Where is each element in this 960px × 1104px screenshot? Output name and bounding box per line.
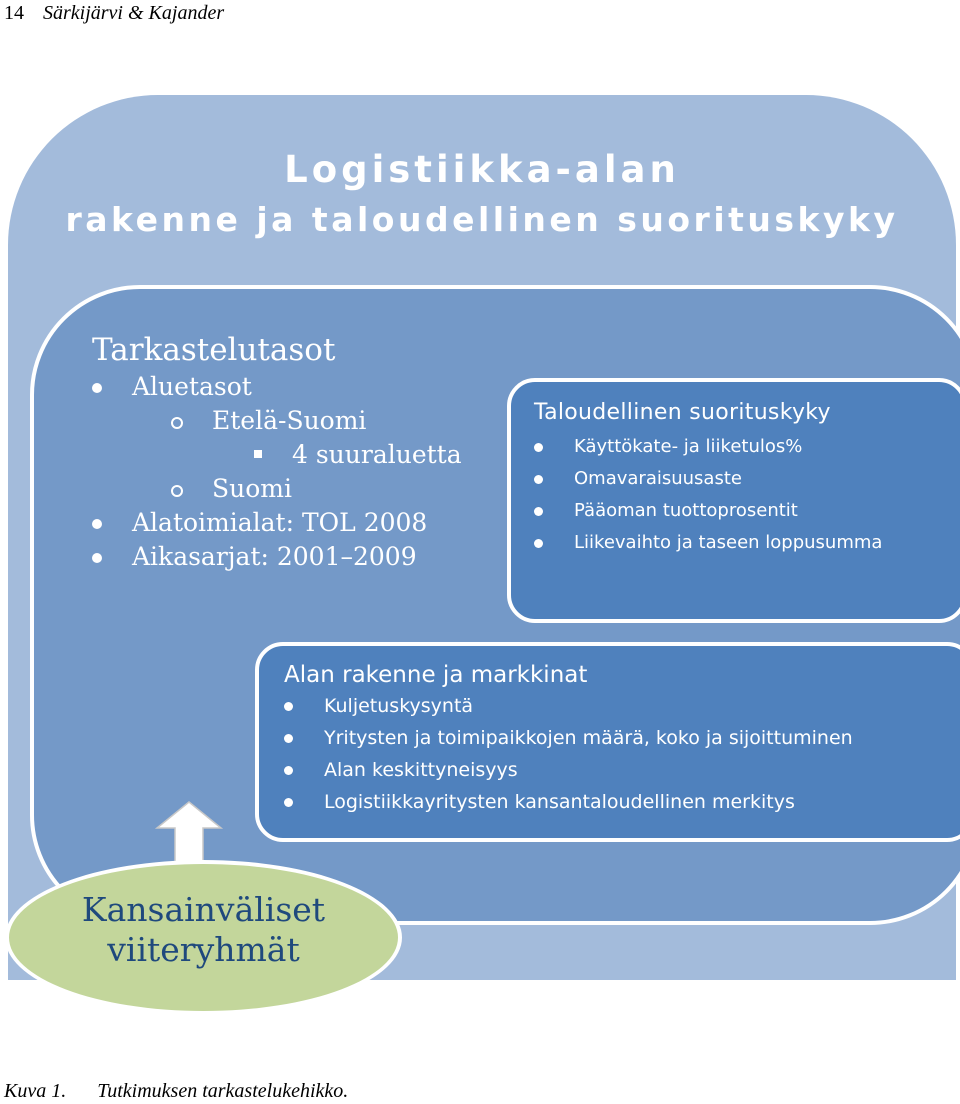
alan-rakenne-block [284, 662, 853, 818]
list-item: Omavaraisuusaste [534, 463, 882, 495]
bullet-icon [534, 539, 543, 548]
bullet-icon [92, 553, 102, 563]
square-bullet-icon [254, 450, 262, 458]
list-item: Käyttökate- ja liiketulos% [534, 431, 882, 463]
tarkastelutasot-heading: Tarkastelutasot [92, 332, 336, 368]
bullet-icon [284, 702, 293, 711]
list-item: Kuljetuskysyntä [284, 690, 853, 722]
bullet-icon [284, 734, 293, 743]
list-item: Pääoman tuottoprosentit [534, 495, 882, 527]
circle-bullet-icon [171, 417, 183, 429]
page-number: 14 [4, 2, 24, 24]
list-item: Liikevaihto ja taseen loppusumma [534, 527, 882, 559]
taloudellinen-heading: Taloudellinen suorituskyky [534, 400, 831, 425]
bullet-icon [534, 443, 543, 452]
viiteryhmat-label: Kansainväliset viiteryhmät [81, 890, 326, 969]
taloudellinen-list [534, 431, 882, 559]
bullet-icon [284, 798, 293, 807]
list-item: Suomi [92, 472, 462, 506]
bullet-icon [92, 383, 102, 393]
caption-text: Tutkimuksen tarkastelukehikko. [97, 1080, 349, 1102]
bullet-icon [534, 475, 543, 484]
list-item: Etelä-Suomi [92, 404, 462, 438]
list-item: Aluetasot [92, 370, 462, 404]
tarkastelutasot-block [92, 332, 462, 574]
list-item: Yritysten ja toimipaikkojen määrä, koko ja sijoittuminen [284, 722, 853, 754]
bullet-icon [534, 507, 543, 516]
taloudellinen-block [534, 400, 882, 559]
list-item: Logistiikkayritysten kansantaloudellinen merkitys [284, 786, 853, 818]
list-item: 4 suuraluetta [92, 438, 462, 472]
tarkastelutasot-list [92, 370, 462, 574]
bullet-icon [284, 766, 293, 775]
running-authors: Särkijärvi & Kajander [43, 2, 225, 24]
caption-label: Kuva 1. [4, 1080, 67, 1102]
alan-rakenne-heading: Alan rakenne ja markkinat [284, 662, 588, 688]
list-item: Alatoimialat: TOL 2008 [92, 506, 462, 540]
figure-caption [4, 1080, 348, 1103]
list-item: Alan keskittyneisyys [284, 754, 853, 786]
list-item: Aikasarjat: 2001–2009 [92, 540, 462, 574]
page-header [4, 2, 224, 25]
circle-bullet-icon [171, 485, 183, 497]
diagram-title-line1: Logistiikka-alan [284, 148, 680, 191]
alan-rakenne-list [284, 690, 853, 818]
diagram-title-line2: rakenne ja taloudellinen suorituskyky [65, 200, 899, 239]
bullet-icon [92, 519, 102, 529]
